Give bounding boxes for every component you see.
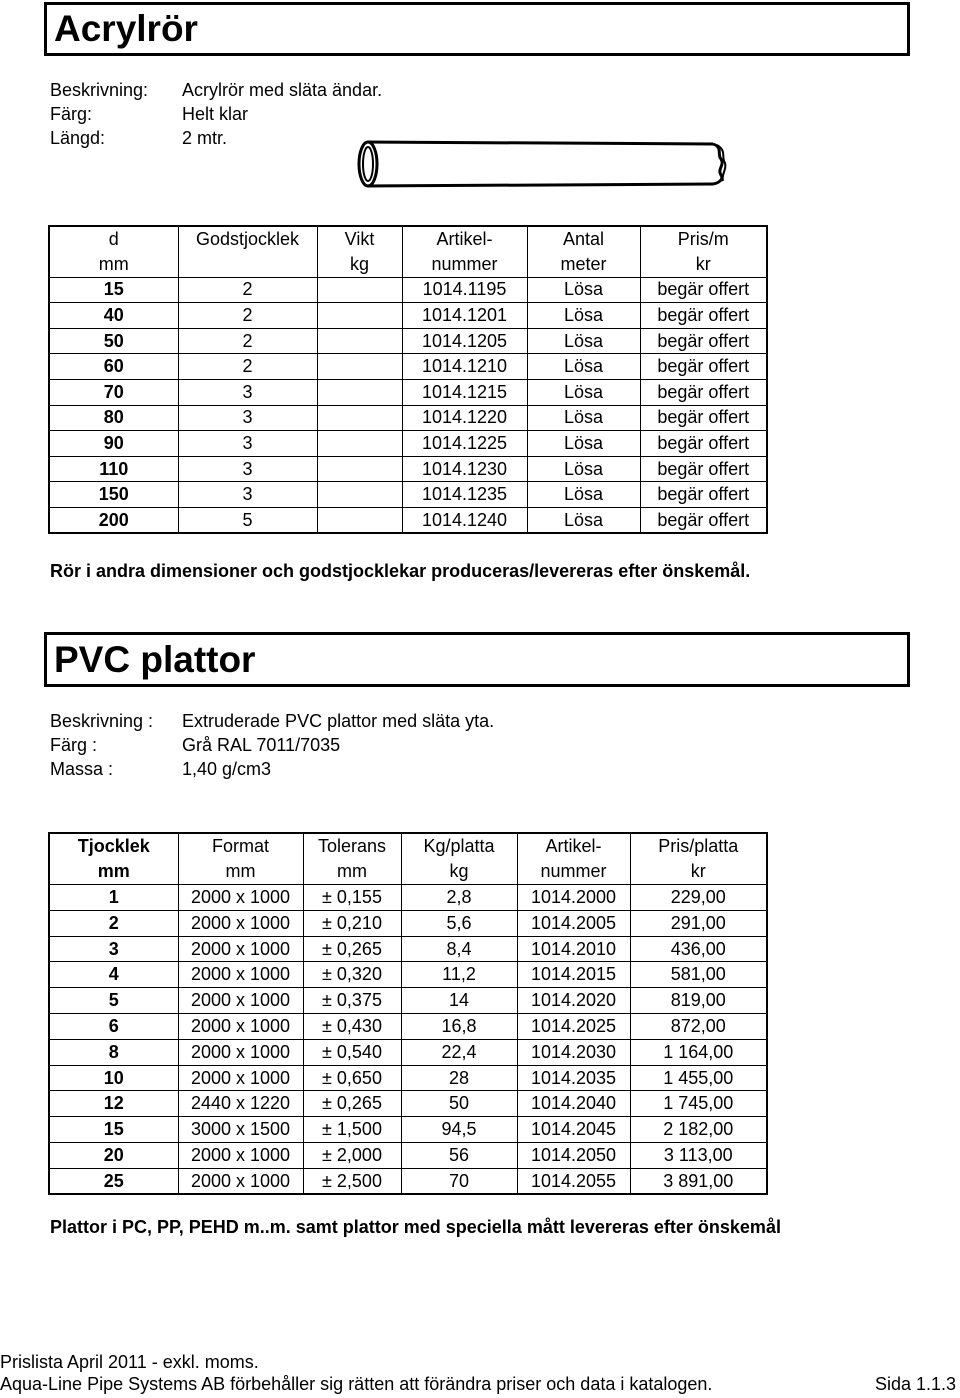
table-cell: 5 (49, 988, 178, 1014)
table-cell (317, 405, 402, 431)
table-cell: 5,6 (401, 910, 517, 936)
pvc-info-row (50, 709, 494, 733)
table-cell: ± 0,650 (303, 1065, 401, 1091)
table-cell: 60 (49, 354, 178, 380)
table-cell: 1014.2015 (517, 962, 630, 988)
table-cell: 1014.2035 (517, 1065, 630, 1091)
table-cell: 22,4 (401, 1039, 517, 1065)
table-cell: 1014.2000 (517, 885, 630, 911)
table-cell: 1014.1220 (402, 405, 527, 431)
table-cell: 3 (178, 431, 317, 457)
table-cell (317, 456, 402, 482)
table-cell: 291,00 (630, 910, 767, 936)
acryl-info-row (50, 78, 382, 102)
table-cell: 1014.1205 (402, 328, 527, 354)
pvc-title: PVC plattor (44, 632, 910, 687)
table-cell: Lösa (527, 380, 640, 406)
table-cell: begär offert (640, 405, 767, 431)
header-cell: kr (630, 859, 767, 885)
table-cell: 1014.1201 (402, 303, 527, 329)
acryl-info-label: Beskrivning: (50, 80, 149, 100)
table-cell: 2 (178, 303, 317, 329)
table-row (49, 1168, 767, 1194)
table-cell: begär offert (640, 328, 767, 354)
table-cell: begär offert (640, 431, 767, 457)
table-cell: begär offert (640, 354, 767, 380)
table-cell (317, 277, 402, 303)
table-cell: 110 (49, 456, 178, 482)
table-row (49, 482, 767, 508)
table-header-row (49, 252, 767, 278)
table-cell: 40 (49, 303, 178, 329)
table-cell: 1014.2005 (517, 910, 630, 936)
table-cell: ± 0,430 (303, 1014, 401, 1040)
table-cell: Lösa (527, 354, 640, 380)
header-cell: nummer (402, 252, 527, 278)
table-cell: 819,00 (630, 988, 767, 1014)
header-cell: mm (303, 859, 401, 885)
table-row (49, 1039, 767, 1065)
table-row (49, 910, 767, 936)
table-row (49, 380, 767, 406)
table-cell: 2000 x 1000 (178, 962, 303, 988)
table-cell: 28 (401, 1065, 517, 1091)
pvc-info-label: Färg : (50, 735, 98, 755)
table-row (49, 988, 767, 1014)
table-cell: Lösa (527, 328, 640, 354)
header-cell: Antal (527, 226, 640, 252)
header-cell: d (49, 226, 178, 252)
table-row (49, 1091, 767, 1117)
header-cell: kr (640, 252, 767, 278)
table-cell: 1014.1195 (402, 277, 527, 303)
table-cell: 436,00 (630, 936, 767, 962)
header-cell: kg (401, 859, 517, 885)
table-cell: ± 0,265 (303, 1091, 401, 1117)
table-cell: 94,5 (401, 1117, 517, 1143)
table-cell: 4 (49, 962, 178, 988)
table-cell: 1014.2050 (517, 1143, 630, 1169)
table-cell: 1014.2030 (517, 1039, 630, 1065)
acryl-info-value: 2 mtr. (182, 128, 228, 148)
table-cell: ± 0,540 (303, 1039, 401, 1065)
table-cell: 56 (401, 1143, 517, 1169)
table-cell: Lösa (527, 303, 640, 329)
table-row (49, 456, 767, 482)
table-cell: 1 455,00 (630, 1065, 767, 1091)
header-cell: Format (178, 833, 303, 859)
table-cell: ± 2,500 (303, 1168, 401, 1194)
table-cell: ± 2,000 (303, 1143, 401, 1169)
header-cell: Artikel- (517, 833, 630, 859)
acryl-info-label: Längd: (50, 128, 106, 148)
table-header-row (49, 226, 767, 252)
table-cell: ± 0,375 (303, 988, 401, 1014)
table-cell: 200 (49, 508, 178, 534)
table-row (49, 1117, 767, 1143)
table-row (49, 303, 767, 329)
table-cell: begär offert (640, 482, 767, 508)
table-cell: 14 (401, 988, 517, 1014)
table-cell: ± 0,265 (303, 936, 401, 962)
header-cell: mm (49, 859, 178, 885)
table-row (49, 885, 767, 911)
table-cell: 1014.2010 (517, 936, 630, 962)
footer-line1: Prislista April 2011 - exkl. moms. (0, 1352, 259, 1372)
table-cell: 2000 x 1000 (178, 1014, 303, 1040)
table-cell: begär offert (640, 456, 767, 482)
table-cell: 1014.1215 (402, 380, 527, 406)
table-cell: 1014.2045 (517, 1117, 630, 1143)
header-cell: mm (49, 252, 178, 278)
table-cell: 25 (49, 1168, 178, 1194)
acryl-note: Rör i andra dimensioner och godstjocklekar produceras/levereras efter önskemål. (50, 561, 751, 581)
table-cell: Lösa (527, 482, 640, 508)
table-cell: 2000 x 1000 (178, 1168, 303, 1194)
table-cell: begär offert (640, 508, 767, 534)
table-cell (317, 508, 402, 534)
table-cell: 2 (178, 328, 317, 354)
table-cell: 1014.2025 (517, 1014, 630, 1040)
table-cell: begär offert (640, 277, 767, 303)
acryl-info (50, 78, 382, 150)
acryl-info-value: Helt klar (182, 104, 249, 124)
pvc-info-label: Beskrivning : (50, 711, 154, 731)
pvc-info (50, 709, 494, 781)
pvc-info-value: Extruderade PVC plattor med släta yta. (182, 711, 495, 731)
table-cell: 2 (178, 277, 317, 303)
header-cell (178, 252, 317, 278)
table-cell (317, 482, 402, 508)
pvc-info-value: Grå RAL 7011/7035 (182, 735, 341, 755)
header-cell: Vikt (317, 226, 402, 252)
table-cell: 8,4 (401, 936, 517, 962)
header-cell: Pris/m (640, 226, 767, 252)
table-cell: 1014.1225 (402, 431, 527, 457)
table-cell: 2000 x 1000 (178, 910, 303, 936)
pvc-info-label: Massa : (50, 759, 114, 779)
table-cell: 1014.2040 (517, 1091, 630, 1117)
header-cell: Kg/platta (401, 833, 517, 859)
table-cell (317, 431, 402, 457)
table-cell (317, 328, 402, 354)
table-row (49, 936, 767, 962)
header-cell: Tjocklek (49, 833, 178, 859)
table-cell: 12 (49, 1091, 178, 1117)
acryl-info-row (50, 126, 382, 150)
table-cell: Lösa (527, 431, 640, 457)
acryl-title: Acrylrör (44, 2, 910, 56)
table-cell (317, 380, 402, 406)
table-cell: 15 (49, 1117, 178, 1143)
table-cell: begär offert (640, 380, 767, 406)
table-row (49, 962, 767, 988)
acryl-info-row (50, 102, 382, 126)
table-cell: 6 (49, 1014, 178, 1040)
table-cell: 1014.2020 (517, 988, 630, 1014)
table-cell: 3 (178, 482, 317, 508)
table-cell: Lösa (527, 277, 640, 303)
table-cell: 15 (49, 277, 178, 303)
table-cell: 2,8 (401, 885, 517, 911)
table-cell: 1 (49, 885, 178, 911)
header-cell: Godstjocklek (178, 226, 317, 252)
table-cell: Lösa (527, 456, 640, 482)
table-cell: 2 (49, 910, 178, 936)
table-cell: 2 182,00 (630, 1117, 767, 1143)
pvc-table (48, 832, 768, 1195)
table-cell: 10 (49, 1065, 178, 1091)
table-cell: ± 1,500 (303, 1117, 401, 1143)
table-cell: 1014.1235 (402, 482, 527, 508)
table-cell (317, 303, 402, 329)
table-cell: 2000 x 1000 (178, 885, 303, 911)
table-header-row (49, 859, 767, 885)
table-cell: 3 (49, 936, 178, 962)
table-cell: 8 (49, 1039, 178, 1065)
table-cell: 1014.2055 (517, 1168, 630, 1194)
table-cell: ± 0,155 (303, 885, 401, 911)
table-row (49, 354, 767, 380)
table-cell: 1 745,00 (630, 1091, 767, 1117)
table-cell: 50 (49, 328, 178, 354)
pvc-note: Plattor i PC, PP, PEHD m..m. samt plattor med speciella mått levereras efter önskemål (50, 1217, 781, 1237)
table-cell: 3 (178, 456, 317, 482)
page-number: Sida 1.1.3 (874, 1374, 956, 1394)
table-cell: 16,8 (401, 1014, 517, 1040)
table-cell: 80 (49, 405, 178, 431)
header-cell: Artikel- (402, 226, 527, 252)
table-cell: 1014.1240 (402, 508, 527, 534)
table-row (49, 1065, 767, 1091)
table-cell: 11,2 (401, 962, 517, 988)
footer-line2: Aqua-Line Pipe Systems AB förbehåller sig rätten att förändra priser och data i katalogen. (0, 1374, 713, 1394)
table-cell: 1014.1230 (402, 456, 527, 482)
header-cell: nummer (517, 859, 630, 885)
table-cell: ± 0,320 (303, 962, 401, 988)
table-cell: 2000 x 1000 (178, 1039, 303, 1065)
acryl-info-value: Acrylrör med släta ändar. (182, 80, 383, 100)
table-cell: 1 164,00 (630, 1039, 767, 1065)
acryl-table (48, 225, 768, 534)
table-cell: 150 (49, 482, 178, 508)
table-cell: 2440 x 1220 (178, 1091, 303, 1117)
table-header-row (49, 833, 767, 859)
table-cell (317, 354, 402, 380)
pvc-info-row (50, 757, 494, 781)
header-cell: Pris/platta (630, 833, 767, 859)
table-cell: 2 (178, 354, 317, 380)
table-cell: begär offert (640, 303, 767, 329)
table-cell: 581,00 (630, 962, 767, 988)
table-cell: 90 (49, 431, 178, 457)
table-row (49, 1014, 767, 1040)
header-cell: meter (527, 252, 640, 278)
table-cell: ± 0,210 (303, 910, 401, 936)
acryl-info-label: Färg: (50, 104, 93, 124)
header-cell: mm (178, 859, 303, 885)
table-cell: 872,00 (630, 1014, 767, 1040)
table-cell: 70 (401, 1168, 517, 1194)
table-cell: 50 (401, 1091, 517, 1117)
table-row (49, 431, 767, 457)
table-cell: 2000 x 1000 (178, 1065, 303, 1091)
table-row (49, 405, 767, 431)
table-cell: 1014.1210 (402, 354, 527, 380)
header-cell: Tolerans (303, 833, 401, 859)
table-cell: 3 891,00 (630, 1168, 767, 1194)
table-cell: 2000 x 1000 (178, 1143, 303, 1169)
table-cell: 2000 x 1000 (178, 936, 303, 962)
table-cell: 229,00 (630, 885, 767, 911)
table-cell: 5 (178, 508, 317, 534)
tube-icon (355, 137, 730, 193)
table-cell: 20 (49, 1143, 178, 1169)
pvc-info-row (50, 733, 494, 757)
table-cell: Lösa (527, 508, 640, 534)
table-cell: 3 (178, 380, 317, 406)
table-cell: 70 (49, 380, 178, 406)
table-cell: 2000 x 1000 (178, 988, 303, 1014)
table-cell: 3000 x 1500 (178, 1117, 303, 1143)
table-row (49, 1143, 767, 1169)
table-row (49, 277, 767, 303)
header-cell: kg (317, 252, 402, 278)
table-cell: 3 113,00 (630, 1143, 767, 1169)
table-cell: Lösa (527, 405, 640, 431)
table-row (49, 328, 767, 354)
table-row (49, 508, 767, 534)
table-cell: 3 (178, 405, 317, 431)
pvc-info-value: 1,40 g/cm3 (182, 759, 272, 779)
